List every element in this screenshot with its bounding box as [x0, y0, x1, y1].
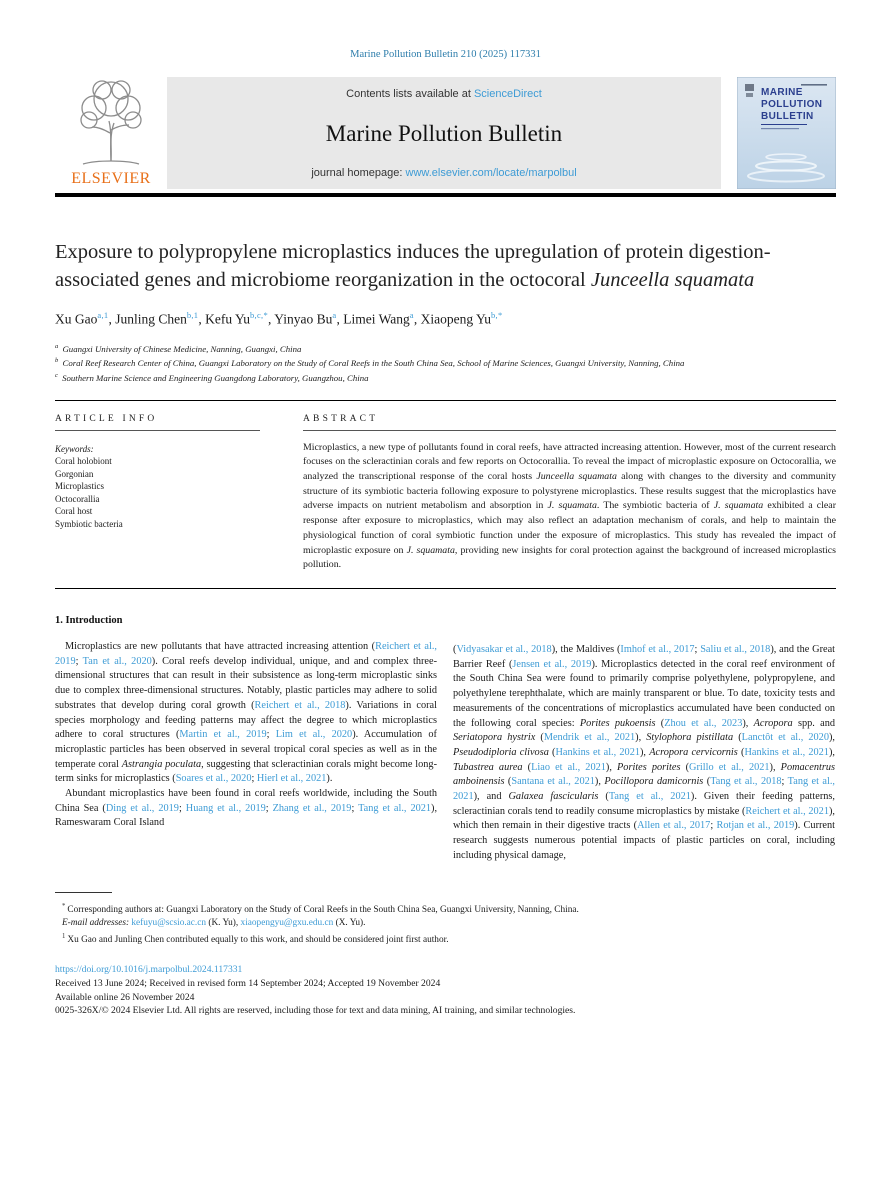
journal-citation: Marine Pollution Bulletin 210 (2025) 117331 [350, 49, 541, 60]
inline-link[interactable]: Lim et al., 2020 [275, 729, 353, 741]
masthead-divider [55, 193, 836, 197]
intro-right-column [453, 615, 835, 864]
elsevier-wordmark: ELSEVIER [71, 170, 151, 187]
keyword: Microplastics [55, 481, 104, 492]
doi-link[interactable]: https://doi.org/10.1016/j.marpolbul.2024.117331 [55, 964, 243, 976]
italic-text: E-mail addresses: [62, 917, 132, 928]
abstract-rule [303, 430, 836, 431]
inline-link[interactable]: Saliu et al., 2018 [700, 643, 771, 655]
keyword: Symbiotic bacteria [55, 518, 123, 529]
italic-text: Porites porites [617, 761, 681, 773]
sciencedirect-link[interactable]: ScienceDirect [473, 88, 542, 100]
author-name: Xu Gao [55, 311, 98, 327]
author-affiliation-sup[interactable]: b,* [490, 310, 503, 320]
author-affiliation-sup[interactable]: a [332, 310, 337, 320]
joint-marker: 1 [62, 933, 66, 941]
inline-link[interactable]: Tan et al., 2020 [82, 655, 152, 667]
italic-text: J. squamata [713, 500, 764, 512]
introduction-section [55, 615, 836, 864]
italic-text: Junceella squamata [536, 471, 617, 483]
affiliation: $^b$ Coral Reef Research Center of China, Guangxi Laboratory on the Study of Coral Reefs in the South China Sea, School of Marine Sciences, Guangxi University, Nanning, China [55, 357, 685, 369]
inline-link[interactable]: Reichert et al., 2018 [254, 699, 346, 711]
elsevier-logo [55, 77, 167, 189]
keyword: Coral host [55, 506, 93, 517]
paragraph: Microplastics are new pollutants that have attracted increasing attention (Reichert et al., 2019; Tan et al., 2020). Coral reefs develop individual, unique, and and complex three-dimensional structures that can result in their subsistence as long-term microplastic sinks due to complex three-dimensional structures. Notably, plastic particles may adhere to solid substrates that develop during coral growth (Reichert et al., 2018). Variations in coral species morphology and feeding patterns may affect the degree to which microplastics adhere to coral structures (Martin et al., 2019; Lim et al., 2020). Accumulation of microplastic particles has been observed in several tropical coral species as well as in the temperate coral Astrangia poculata, suggesting that scleractinian corals might become long-term sinks for microplastics (Soares et al., 2020; Hierl et al., 2021). [55, 640, 437, 785]
keyword: Gorgonian [55, 468, 94, 479]
intro-left-column [55, 615, 437, 864]
inline-link[interactable]: Tang et al., 2021 [453, 776, 835, 803]
masthead-center [167, 77, 721, 189]
inline-link[interactable]: Lanctôt et al., 2020 [741, 732, 829, 744]
inline-link[interactable]: Mendrik et al., 2021 [543, 732, 636, 744]
author-affiliation-sup[interactable]: b,1 [186, 310, 199, 320]
inline-link[interactable]: xiaopengyu@gxu.edu.cn [240, 917, 334, 928]
italic-text: Seriatopora hystrix [453, 732, 536, 744]
affiliation-sup: b [55, 357, 59, 365]
introduction-heading: 1. Introduction [55, 614, 123, 626]
homepage-prefix: journal homepage: [311, 167, 406, 179]
inline-link[interactable]: Grillo et al., 2021 [689, 761, 770, 773]
author-name: Yinyao Bu [274, 311, 333, 327]
intro-left-paragraphs [55, 640, 437, 831]
svg-text:MARINE: MARINE [761, 87, 803, 98]
inline-link[interactable]: Martin et al., 2019 [179, 729, 267, 741]
italic-text: Pseudodiploria clivosa [453, 746, 549, 758]
italic-text: Junceella squamata [590, 268, 755, 291]
inline-link[interactable]: Huang et al., 2019 [185, 802, 266, 814]
inline-link[interactable]: Jensen et al., 2019 [512, 658, 592, 670]
italic-text: Stylophora pistillata [646, 732, 734, 744]
inline-link[interactable]: Tang et al., 2018 [710, 776, 782, 788]
svg-text:POLLUTION: POLLUTION [761, 99, 823, 110]
contents-list-line [167, 88, 721, 100]
inline-link[interactable]: Ding et al., 2019 [105, 802, 179, 814]
cover-mini-tree-icon [745, 84, 754, 97]
paragraph: Abundant microplastics have been found in coral reefs worldwide, including the South China Sea (Ding et al., 2019; Huang et al., 2019; Zhang et al., 2019; Tang et al., 2021), Rameswaram Coral Island [55, 788, 438, 829]
inline-link[interactable]: Hankins et al., 2021 [744, 746, 829, 758]
italic-text: Astrangia poculata [121, 758, 202, 770]
italic-text: Porites pukoensis [579, 717, 656, 729]
author-name: Limei Wang [343, 311, 410, 327]
inline-link[interactable]: Zhou et al., 2023 [664, 717, 743, 729]
italic-text: Pocillopora damicornis [604, 776, 704, 788]
journal-homepage-link[interactable]: www.elsevier.com/locate/marpolbul [405, 167, 577, 179]
abstract-divider [55, 588, 836, 589]
author-affiliation-sup[interactable]: a,1 [97, 310, 109, 320]
info-abstract-section [55, 401, 836, 588]
inline-link[interactable]: Tang et al., 2021 [608, 791, 691, 803]
author-name: Junling Chen [115, 311, 187, 327]
available-online-line: Available online 26 November 2024 [55, 991, 195, 1003]
italic-text: Acropora cervicornis [649, 746, 738, 758]
inline-link[interactable]: kefuyu@scsio.ac.cn [131, 917, 207, 928]
corresponding-text: Corresponding authors at: Guangxi Laboratory on the Study of Coral Reefs in the South China Sea, Guangxi University, Nanning, China. [67, 904, 579, 915]
keyword-list [55, 455, 260, 530]
italic-text: J. squamata [547, 500, 597, 512]
inline-link[interactable]: Hankins et al., 2021 [555, 746, 640, 758]
article-title: Exposure to polypropylene microplastics induces the upregulation of protein digestion-associated genes and microbiome reorganization in the octocoral Junceella squamata [55, 241, 771, 291]
italic-text: Pomacentrus amboinensis [453, 761, 835, 788]
joint-text: Xu Gao and Junling Chen contributed equally to this work, and should be considered joint first author. [67, 935, 449, 946]
inline-link[interactable]: Tang et al., 2021 [358, 802, 432, 814]
joint-first-author-note [55, 930, 836, 947]
author-name: Kefu Yu [205, 311, 250, 327]
inline-link[interactable]: Vidyasakar et al., 2018 [456, 643, 552, 655]
inline-link[interactable]: Zhang et al., 2019 [272, 802, 352, 814]
abstract-column [303, 414, 836, 573]
footer [55, 963, 836, 1017]
keyword: Octocorallia [55, 493, 100, 504]
journal-homepage-line [167, 167, 721, 179]
affiliation: $^c$ Southern Marine Science and Engineering Guangdong Laboratory, Guangzhou, China [55, 371, 369, 383]
copyright-line: 0025-326X/© 2024 Elsevier Ltd. All rights are reserved, including those for text and data mining, AI training, and similar technologies. [55, 1005, 576, 1017]
abstract-header: ABSTRACT [303, 413, 379, 424]
masthead [55, 77, 836, 189]
author-affiliation-sup[interactable]: a [409, 310, 414, 320]
journal-title: Marine Pollution Bulletin [325, 120, 563, 146]
inline-link[interactable]: Imhof et al., 2017 [620, 643, 695, 655]
corresponding-author-note [55, 900, 836, 917]
email-note: E-mail addresses: kefuyu@scsio.ac.cn (K. Yu), xiaopengyu@gxu.edu.cn (X. Yu). [62, 917, 366, 928]
corresponding-marker: * [62, 902, 66, 910]
italic-text: Acropora [753, 717, 793, 729]
svg-text:BULLETIN: BULLETIN [761, 111, 814, 122]
inline-link[interactable]: Allen et al., 2017 [637, 820, 711, 832]
keyword: Coral holobiont [55, 456, 112, 467]
affiliation-sup: a [55, 342, 59, 350]
contents-prefix: Contents lists available at [346, 88, 474, 100]
article-info-column [55, 414, 260, 573]
article-info-header: ARTICLE INFO [55, 413, 158, 424]
elsevier-tree-icon [65, 77, 157, 169]
journal-cover-thumbnail[interactable] [737, 77, 836, 189]
keywords-label: Keywords: [55, 443, 94, 454]
inline-link[interactable]: Liao et al., 2021 [531, 761, 606, 773]
inline-link[interactable]: Hierl et al., 2021 [256, 773, 327, 785]
intro-right-paragraphs [453, 643, 835, 864]
inline-link[interactable]: Reichert et al., 2019 [55, 640, 437, 667]
author-name: Xiaopeng Yu [420, 311, 491, 327]
inline-link[interactable]: Rotjan et al., 2019 [716, 820, 795, 832]
author-list: Xu Gao$^{a,1}$, Junling Chen$^{b,1}$, Kefu $Yu^{b,c,*}$, Yinyao Bu$^a$, Limei Wang$^a$, Xiaopeng $Yu^{b,*}$ [55, 310, 503, 327]
paragraph: (Vidyasakar et al., 2018), the Maldives (Imhof et al., 2017; Saliu et al., 2018), and the Great Barrier Reef (Jensen et al., 2019). Microplastics detected in the coral reef environment of the South China Sea were found to primarily comprise polyethylene, polypropylene, and polyethylene terephthalate, which are mainly transparent or blue. To date, toxicity tests and measurements of the concentrations of microplastics accumulated have been conducted on the following coral species: Porites pukoensis (Zhou et al., 2023), Acropora spp. and Seriatopora hystrix (Mendrik et al., 2021), Stylophora pistillata (Lanctôt et al., 2020), Pseudodiploria clivosa (Hankins et al., 2021), Acropora cervicornis (Hankins et al., 2021), Tubastrea aurea (Liao et al., 2021), Porites porites (Grillo et al., 2021), Pomacentrus amboinensis (Santana et al., 2021), Pocillopora damicornis (Tang et al., 2018; Tang et al., 2021), and Galaxea fascicularis (Tang et al., 2021). Given their feeding patterns, scleractinian corals tend to readily consume microplastics by mistake (Reichert et al., 2021), which then remain in their digestive tracts (Allen et al., 2017; Rotjan et al., 2019). Current research suggests numerous potential impacts of plastic particles on coral, including including physical damage, [453, 643, 836, 861]
footnote-rule [55, 892, 112, 893]
affiliation-sup: c [55, 371, 58, 379]
abstract-text: Microplastics, a new type of pollutants found in coral reefs, have attracted increasing attention. However, most of the current research focuses on the scleractinian corals and few reports on Octocorallia. To reveal the impact of microplastic exposure on Octocorallia, we analyzed the transcriptional response of the coral hosts Junceella squamata along with changes to the diversity and community structure of its symbiotic bacteria following exposure to polystyrene microplastics. These results suggest that the microplastics have adverse impacts on nutrient metabolism and absorption in J. squamata. The symbiotic bacteria of J. squamata exhibited a clear response after exposure to microplastics, which may also reflect an adaptation mechanism of corals, and help to maintain the physiological function of coral symbiotic function under the exposure of microplastics. This study has revealed the impact of microplastic exposure on J. squamata, providing new insights for coral protection against the background of increased microplastics pollution. [303, 441, 837, 571]
affiliation: $^a$ Guangxi University of Chinese Medicine, Nanning, Guangxi, China [55, 342, 302, 354]
affiliation-list [55, 341, 836, 385]
author-affiliation-sup[interactable]: b,c,* [249, 310, 269, 320]
inline-link[interactable]: Reichert et al., 2021 [745, 805, 829, 817]
footnotes [55, 892, 836, 948]
article-info-rule [55, 430, 260, 431]
received-line: Received 13 June 2024; Received in revised form 14 September 2024; Accepted 19 November 2024 [55, 977, 441, 989]
inline-link[interactable]: Santana et al., 2021 [511, 776, 595, 788]
inline-link[interactable]: Soares et al., 2020 [175, 773, 252, 785]
italic-text: Tubastrea aurea [453, 761, 523, 773]
italic-text: J. squamata [406, 544, 455, 556]
italic-text: Galaxea fascicularis [508, 791, 599, 803]
